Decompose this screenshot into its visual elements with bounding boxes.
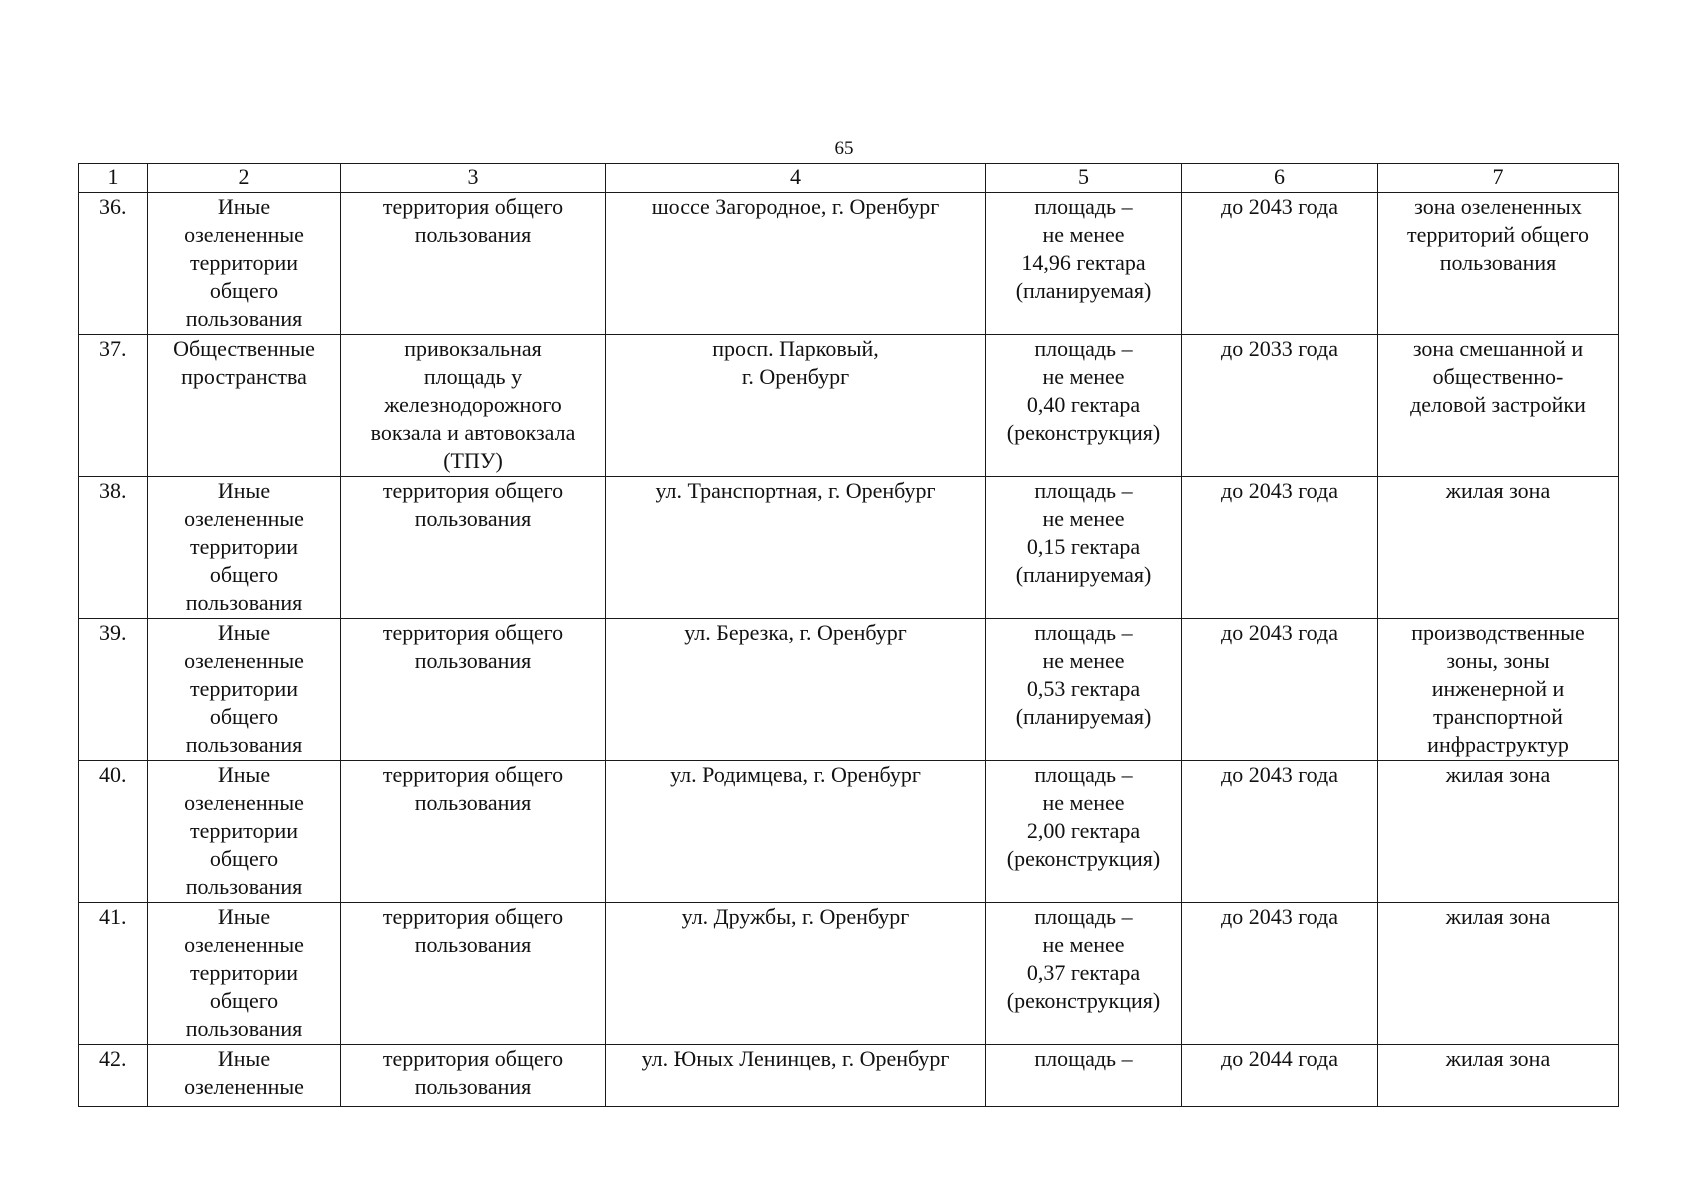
characteristics-cell bbox=[986, 477, 1182, 619]
cell-text-line: озелененные bbox=[184, 790, 304, 815]
term-cell bbox=[1182, 193, 1378, 335]
location-cell bbox=[606, 193, 986, 335]
cell-text-line: территория общего bbox=[382, 1046, 564, 1071]
column-header-7: 7 bbox=[1378, 164, 1619, 193]
cell-text-line: 14,96 гектара bbox=[1021, 250, 1146, 275]
cell-text-line: транспортной bbox=[1433, 704, 1563, 729]
cell-text-line: территория общего bbox=[382, 762, 564, 787]
cell-text-line: территории bbox=[189, 676, 299, 701]
cell-text-line: жилая зона bbox=[1445, 478, 1551, 503]
cell-text-line: озелененные bbox=[184, 1074, 304, 1099]
cell-text-line: площадь – bbox=[1034, 904, 1133, 929]
cell-text-line: территория общего bbox=[382, 620, 564, 645]
cell-text-line: жилая зона bbox=[1445, 762, 1551, 787]
cell-text-line: территория общего bbox=[382, 478, 564, 503]
cell-text-line: территорий общего bbox=[1407, 222, 1589, 247]
cell-text-line: пользования bbox=[1439, 250, 1557, 275]
cell-text-line: общественно- bbox=[1432, 364, 1564, 389]
cell-text-line: площадь – bbox=[1034, 1046, 1133, 1071]
cell-text-line: до 2043 года bbox=[1221, 904, 1338, 929]
cell-text-line: Иные bbox=[217, 904, 271, 929]
term-cell bbox=[1182, 619, 1378, 761]
object-name-cell bbox=[341, 903, 606, 1045]
object-name-cell bbox=[341, 619, 606, 761]
term-cell bbox=[1182, 1045, 1378, 1107]
object-type-cell bbox=[148, 619, 341, 761]
cell-text-line: территории bbox=[189, 534, 299, 559]
cell-text-line: просп. Парковый, bbox=[712, 336, 879, 361]
cell-text-line: территории bbox=[189, 250, 299, 275]
cell-text-line: жилая зона bbox=[1445, 904, 1551, 929]
cell-text-line: Общественные bbox=[173, 336, 315, 361]
cell-text-line: территории bbox=[189, 960, 299, 985]
characteristics-cell bbox=[986, 335, 1182, 477]
location-cell bbox=[606, 1045, 986, 1107]
cell-text-line: площадь – bbox=[1034, 336, 1133, 361]
cell-text-line: до 2044 года bbox=[1221, 1046, 1338, 1071]
location-cell bbox=[606, 903, 986, 1045]
term-cell bbox=[1182, 335, 1378, 477]
cell-text-line: территория общего bbox=[382, 194, 564, 219]
cell-text-line: территория общего bbox=[382, 904, 564, 929]
characteristics-cell bbox=[986, 903, 1182, 1045]
term-cell bbox=[1182, 761, 1378, 903]
cell-text-line: 0,37 гектара bbox=[1026, 960, 1141, 985]
cell-text-line: (планируемая) bbox=[1015, 562, 1152, 587]
cell-text-line: пользования bbox=[414, 222, 532, 247]
row-number-cell: 41. bbox=[79, 903, 148, 1045]
zone-cell bbox=[1378, 903, 1619, 1045]
cell-text-line: г. Оренбург bbox=[741, 364, 850, 389]
cell-text-line: пользования bbox=[414, 790, 532, 815]
location-cell bbox=[606, 761, 986, 903]
characteristics-cell bbox=[986, 1045, 1182, 1107]
cell-text-line: озелененные bbox=[184, 222, 304, 247]
cell-text-line: (реконструкция) bbox=[1006, 420, 1161, 445]
cell-text-line: ул. Березка, г. Оренбург bbox=[684, 620, 907, 645]
characteristics-cell bbox=[986, 193, 1182, 335]
cell-text-line: до 2043 года bbox=[1221, 194, 1338, 219]
column-header-5: 5 bbox=[986, 164, 1182, 193]
cell-text-line: пользования bbox=[185, 306, 303, 331]
cell-text-line: пользования bbox=[414, 648, 532, 673]
cell-text-line: не менее bbox=[1042, 932, 1125, 957]
location-cell bbox=[606, 477, 986, 619]
cell-text-line: 0,40 гектара bbox=[1026, 392, 1141, 417]
cell-text-line: инженерной и bbox=[1431, 676, 1565, 701]
object-name-cell bbox=[341, 477, 606, 619]
cell-text-line: озелененные bbox=[184, 932, 304, 957]
zone-cell bbox=[1378, 761, 1619, 903]
cell-text-line: шоссе Загородное, г. Оренбург bbox=[651, 194, 940, 219]
cell-text-line: пользования bbox=[185, 874, 303, 899]
page-number: 65 bbox=[834, 138, 854, 159]
term-cell bbox=[1182, 477, 1378, 619]
cell-text-line: до 2043 года bbox=[1221, 620, 1338, 645]
cell-text-line: Иные bbox=[217, 1046, 271, 1071]
cell-text-line: общего bbox=[209, 846, 279, 871]
cell-text-line: деловой застройки bbox=[1410, 392, 1586, 417]
cell-text-line: (планируемая) bbox=[1015, 704, 1152, 729]
characteristics-cell bbox=[986, 761, 1182, 903]
cell-text-line: Иные bbox=[217, 620, 271, 645]
cell-text-line: пространства bbox=[181, 364, 307, 389]
cell-text-line: зона смешанной и bbox=[1412, 336, 1584, 361]
table-row bbox=[79, 193, 1619, 335]
cell-text-line: Иные bbox=[217, 478, 271, 503]
zone-cell bbox=[1378, 1045, 1619, 1107]
column-header-4: 4 bbox=[606, 164, 986, 193]
object-name-cell bbox=[341, 761, 606, 903]
row-number-cell: 40. bbox=[79, 761, 148, 903]
column-header-2: 2 bbox=[148, 164, 341, 193]
cell-text-line: не менее bbox=[1042, 790, 1125, 815]
object-name-cell bbox=[341, 335, 606, 477]
cell-text-line: не менее bbox=[1042, 364, 1125, 389]
zone-cell bbox=[1378, 193, 1619, 335]
cell-text-line: пользования bbox=[185, 1016, 303, 1041]
row-number-cell: 36. bbox=[79, 193, 148, 335]
header-row bbox=[79, 164, 1619, 193]
cell-text-line: общего bbox=[209, 278, 279, 303]
cell-text-line: Иные bbox=[217, 762, 271, 787]
cell-text-line: пользования bbox=[185, 590, 303, 615]
cell-text-line: пользования bbox=[414, 1074, 532, 1099]
cell-text-line: (планируемая) bbox=[1015, 278, 1152, 303]
cell-text-line: (ТПУ) bbox=[443, 448, 503, 473]
object-type-cell bbox=[148, 335, 341, 477]
cell-text-line: пользования bbox=[414, 506, 532, 531]
object-type-cell bbox=[148, 193, 341, 335]
row-number-cell: 37. bbox=[79, 335, 148, 477]
zone-cell bbox=[1378, 619, 1619, 761]
object-type-cell bbox=[148, 477, 341, 619]
location-cell bbox=[606, 335, 986, 477]
term-cell bbox=[1182, 903, 1378, 1045]
table-body bbox=[79, 193, 1619, 1107]
object-type-cell bbox=[148, 903, 341, 1045]
cell-text-line: общего bbox=[209, 562, 279, 587]
cell-text-line: озелененные bbox=[184, 648, 304, 673]
cell-text-line: общего bbox=[209, 988, 279, 1013]
cell-text-line: не менее bbox=[1042, 222, 1125, 247]
cell-text-line: пользования bbox=[414, 932, 532, 957]
table-row bbox=[79, 761, 1619, 903]
cell-text-line: пользования bbox=[185, 732, 303, 757]
cell-text-line: зоны, зоны bbox=[1446, 648, 1550, 673]
cell-text-line: не менее bbox=[1042, 648, 1125, 673]
cell-text-line: вокзала и автовокзала bbox=[370, 420, 576, 445]
cell-text-line: (реконструкция) bbox=[1006, 846, 1161, 871]
table-row bbox=[79, 1045, 1619, 1107]
row-number-cell: 42. bbox=[79, 1045, 148, 1107]
characteristics-cell bbox=[986, 619, 1182, 761]
cell-text-line: 0,53 гектара bbox=[1026, 676, 1141, 701]
zone-cell bbox=[1378, 477, 1619, 619]
cell-text-line: площадь – bbox=[1034, 620, 1133, 645]
cell-text-line: озелененные bbox=[184, 506, 304, 531]
cell-text-line: ул. Дружбы, г. Оренбург bbox=[681, 904, 910, 929]
cell-text-line: ул. Родимцева, г. Оренбург bbox=[670, 762, 921, 787]
cell-text-line: площадь у bbox=[423, 364, 523, 389]
cell-text-line: площадь – bbox=[1034, 762, 1133, 787]
data-table bbox=[78, 163, 1619, 1107]
cell-text-line: площадь – bbox=[1034, 478, 1133, 503]
cell-text-line: общего bbox=[209, 704, 279, 729]
table-row bbox=[79, 903, 1619, 1045]
cell-text-line: железнодорожного bbox=[384, 392, 562, 417]
row-number-cell: 38. bbox=[79, 477, 148, 619]
table-row bbox=[79, 335, 1619, 477]
cell-text-line: Иные bbox=[217, 194, 271, 219]
cell-text-line: жилая зона bbox=[1445, 1046, 1551, 1071]
cell-text-line: привокзальная bbox=[404, 336, 542, 361]
cell-text-line: до 2043 года bbox=[1221, 478, 1338, 503]
cell-text-line: 2,00 гектара bbox=[1026, 818, 1141, 843]
location-cell bbox=[606, 619, 986, 761]
column-header-1: 1 bbox=[79, 164, 148, 193]
object-type-cell bbox=[148, 1045, 341, 1107]
object-name-cell bbox=[341, 193, 606, 335]
cell-text-line: зона озелененных bbox=[1414, 194, 1582, 219]
cell-text-line: до 2043 года bbox=[1221, 762, 1338, 787]
table-row bbox=[79, 477, 1619, 619]
cell-text-line: производственные bbox=[1411, 620, 1585, 645]
row-number-cell: 39. bbox=[79, 619, 148, 761]
cell-text-line: 0,15 гектара bbox=[1026, 534, 1141, 559]
cell-text-line: ул. Юных Ленинцев, г. Оренбург bbox=[641, 1046, 950, 1071]
cell-text-line: площадь – bbox=[1034, 194, 1133, 219]
cell-text-line: (реконструкция) bbox=[1006, 988, 1161, 1013]
object-name-cell bbox=[341, 1045, 606, 1107]
cell-text-line: территории bbox=[189, 818, 299, 843]
table-row bbox=[79, 619, 1619, 761]
cell-text-line: инфраструктур bbox=[1427, 732, 1569, 757]
cell-text-line: ул. Транспортная, г. Оренбург bbox=[655, 478, 936, 503]
zone-cell bbox=[1378, 335, 1619, 477]
column-header-3: 3 bbox=[341, 164, 606, 193]
object-type-cell bbox=[148, 761, 341, 903]
cell-text-line: до 2033 года bbox=[1221, 336, 1338, 361]
column-header-6: 6 bbox=[1182, 164, 1378, 193]
cell-text-line: не менее bbox=[1042, 506, 1125, 531]
